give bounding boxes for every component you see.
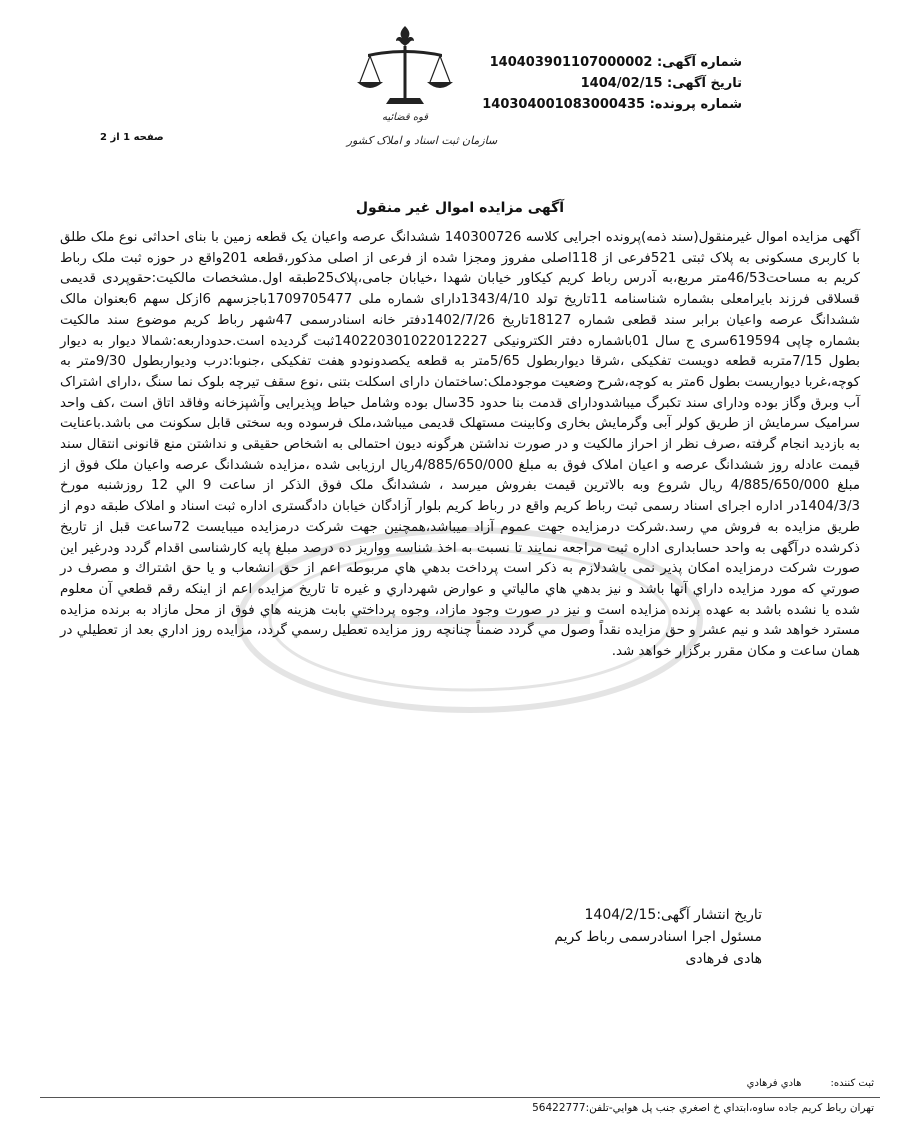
signature-block <box>402 904 762 970</box>
case-number-label: شماره پرونده: <box>649 97 742 112</box>
case-number-row <box>482 94 742 115</box>
case-number: 140304001083000435 <box>482 97 646 112</box>
page-indicator: صفحه 1 از 2 <box>100 132 164 143</box>
svg-text:قوه قضائیه: قوه قضائیه <box>381 112 429 123</box>
notice-title: آگهی مزایده اموال غیر منقول <box>355 200 565 216</box>
ad-date: 1404/02/15 <box>580 76 663 91</box>
registrar-info <box>747 1078 874 1089</box>
notice-meta <box>482 52 742 115</box>
official-name: هادی فرهادی <box>685 951 762 967</box>
ad-date-label: تاریخ آگهی: <box>667 76 742 91</box>
ad-number-label: شماره آگهی: <box>656 55 742 70</box>
registrar-label: ثبت کننده: <box>830 1078 874 1089</box>
registrar-name: هادي فرهادي <box>746 1078 802 1089</box>
ad-number-row <box>482 52 742 73</box>
judiciary-emblem-logo <box>330 20 498 155</box>
ad-number: 140403901107000002 <box>489 55 653 70</box>
publish-date: تاریخ انتشار آگهی:1404/2/15 <box>584 907 762 923</box>
notice-body: آگهی مزایده اموال غیرمنقول(سند ذمه)پرونده اجرایی کلاسه 140300726 ششدانگ عرصه واعیان یک قطعه زمین با بنای احداثی نوع ملک طلق با کاربری مسکونی به پلاک ثبتی 521فرعی از 118اصلی مفروز ومجزا شده از فرعی از اصلی مذکور،قطعه 201واقع در حوزه ثبت ملک رباط کریم به مساحت46/53متر مربع،به آدرس رباط کریم کیکاور خیابان شهدا ،خیابان جامی،پلاک25طبقه اول.مشخصات مالکیت:حقوپردی قدیمی قسلاقی فرزند بایرامعلی بشماره شناسنامه 11تاریخ تولد 1343/4/10دارای شماره ملی 1709705477باجزسهم 6ازکل سهم 6بعنوان مالک ششدانگ عرصه واعیان برابر سند قطعی شماره 18127تاریخ 1402/7/26دفتر خانه اسنادرسمی 47شهر رباط کریم موضوع سند مالکیت بشماره چاپی 619594سری ج سال 01باشماره دفتر الکترونیکی 140220301022012227ثبت گردیده است.حدوداربعه:شمالا دیوار به دیوار بطول 7/15متربه قطعه دویست تفکیکی ،شرقا دیواربطول 5/65متر به قطعه یکصدونودو هفت تفکیکی ،جنوبا:درب ودیواربطول 9/30متر به کوچه،غربا دیواریست بطول 6متر به کوچه،شرح وضعیت موجودملک:ساختمان دارای اسکلت بتنی ،نوع سقف تیرچه بلوک نما سنگ ،دارای اشتراک آب وبرق وگاز بوده ودارای سند تکبرگ میباشدودارای قدمت بنا حدود 35سال بوده وشامل حیاط وپذیرایی وآشپزخانه وفاقد اتاق است ،کف واحد سرامیک سرمایش از طریق کولر آبی وگرمایش بخاری وکابینت مستهلک قدیمی میباشد،ملک فرسوده وبه سختی قابل سکونت می باشد.باعنایت به بازدید انجام گرفته ،صرف نظر از احراز مالکیت و در صورت نداشتن هرگونه دیون احتمالی به اشخاص حقیقی و نداشتن منع قانونی انتقال سند قیمت عادله روز ششدانگ عرصه و اعیان املاک فوق به مبلغ 4/885/650/000ریال ارزیابی شده ،مزایده ششدانگ عرصه واعیان ملک فوق از مبلغ 4/885/650/000 ریال شروع وبه بالاترین قیمت بفروش میرسد ، ششدانگ ملک فوق الذکر از ساعت 9 الي 12 روزشنبه مورخ 1404/3/3در اداره اجرای اسناد رسمی ثبت رباط کریم واقع در رباط کریم بلوار آزادگان خیابان دادگستری اداره ثبت اسناد و املاک طبقه دوم از طريق مزايده به فروش مي رسد.شرکت درمزایده جهت عموم آزاد میباشد،همچنین جهت شرکت درمزایده میبایست 72ساعت قبل از تاریخ ذکرشده درآگهی به واحد حسابداری اداره ثبت مراجعه نمایند تا نسبت به اخذ شناسه وواریز ده درصد مبلغ پایه کارشناسی اقدام گردد ودرغیر این صورت شرکت درمزایده امکان پذیر نمی باشدلازم به ذکر است پرداخت بدهي هاي مربوطه اعم از حق انشعاب و يا حق اشتراك و مصرف در صورتي كه مورد مزايده داراي آنها باشد و نيز بدهي هاي مالياتي و عوارض شهرداري و غيره تا تاريخ مزايده اعم از اينكه رقم قطعي آن معلوم شده يا نشده باشد به عهده برنده مزايده است و نيز در صورت وجود مازاد، وجوه پرداختي بابت هزينه هاي فوق از محل مازاد به برنده مزايده مسترد خواهد شد و نيم عشر و حق مزايده نقداً وصول مي گردد ضمناً چنانچه روز مزايده تعطيل رسمي گردد، مزايده روز اداري بعد از تعطيلي در همان ساعت و مكان مقرر برگزار خواهد شد. <box>60 230 861 660</box>
footer-divider <box>40 1097 880 1098</box>
svg-text:سازمان ثبت اسناد و املاک کشور: سازمان ثبت اسناد و املاک کشور <box>346 134 498 147</box>
ad-date-row <box>482 73 742 94</box>
footer-address: تهران رباط كريم جاده ساوه،ابتداي خ اصغري جنب پل هوايي-تلفن:56422777 <box>532 1102 874 1114</box>
official-title: مسئول اجرا اسنادرسمی رباط کریم <box>554 929 762 945</box>
